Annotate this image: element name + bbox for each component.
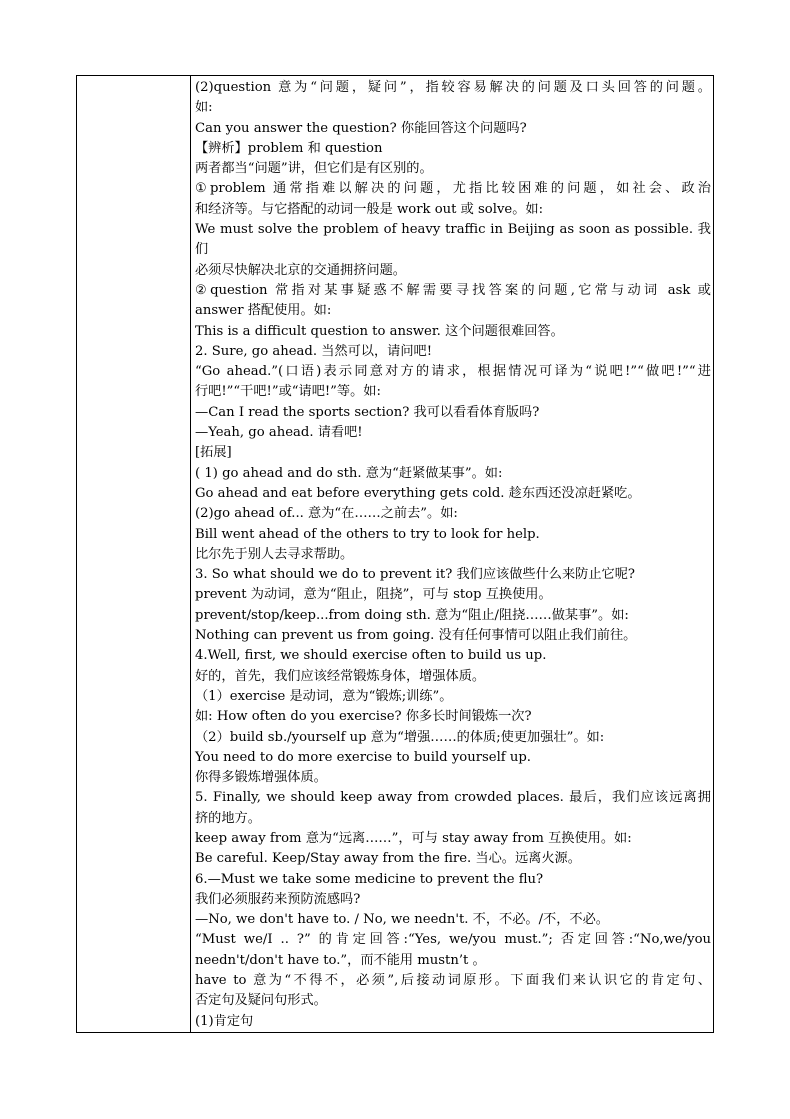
text-line: Bill went ahead of the others to try to look for help.	[195, 526, 540, 542]
text-line: —No, we don't have to. / No, we needn't. 不，不必。/不，不必。	[195, 912, 609, 928]
text-line: 你得多锻炼增强体质。	[195, 770, 327, 786]
text-line: [拓展]	[195, 445, 232, 461]
text-line: answer 搭配使用。如:	[195, 303, 332, 319]
text-line: 行吧!”“干吧!”或“请吧!”等。如:	[195, 384, 381, 400]
text-line: 如: How often do you exercise? 你多长时间锻炼一次?	[195, 709, 532, 725]
left-column-cell	[77, 76, 191, 1032]
text-line: (2)go ahead of... 意为“在……之前去”。如:	[195, 506, 458, 522]
text-line: You need to do more exercise to build yourself up.	[195, 749, 531, 765]
text-line: prevent/stop/keep...from doing sth. 意为“阻止/阻挠……做某事”。如:	[195, 607, 629, 623]
text-line: Nothing can prevent us from going. 没有任何事情可以阻止我们前往。	[195, 628, 637, 644]
text-line: 6.—Must we take some medicine to prevent the flu?	[195, 871, 544, 887]
text-line: —Yeah, go ahead. 请看吧!	[195, 425, 363, 441]
text-line: We must solve the problem of heavy traffic in Beijing as soon as possible. 我们	[195, 222, 711, 258]
text-line: 3. So what should we do to prevent it? 我们应该做些什么来防止它呢?	[195, 567, 635, 583]
text-line: This is a difficult question to answer. 这个问题很难回答。	[195, 323, 564, 339]
text-line: 比尔先于别人去寻求帮助。	[195, 546, 354, 562]
text-line: have to 意为“不得不，必须”,后接动词原形。下面我们来认识它的肯定句、	[195, 973, 711, 989]
text-line: 必须尽快解决北京的交通拥挤问题。	[195, 262, 406, 278]
text-line: “Must we/I .. ?” 的肯定回答:“Yes, we/you must.”; 否定回答:“No,we/you	[195, 932, 711, 948]
text-line: 挤的地方。	[195, 810, 261, 826]
text-line: ②question 常指对某事疑惑不解需要寻找答案的问题,它常与动词 ask 或	[195, 282, 711, 298]
text-line: —Can I read the sports section? 我可以看看体育版吗?	[195, 404, 540, 420]
text-line: (1)肯定句	[195, 1013, 254, 1029]
text-line: Can you answer the question? 你能回答这个问题吗?	[195, 120, 527, 136]
content-cell	[195, 78, 711, 1032]
text-line: 2. Sure, go ahead. 当然可以，请问吧!	[195, 343, 433, 359]
text-line: Be careful. Keep/Stay away from the fire. 当心。远离火源。	[195, 851, 581, 867]
text-line: 否定句及疑问句形式。	[195, 993, 327, 1009]
text-line: Go ahead and eat before everything gets cold. 趁东西还没凉赶紧吃。	[195, 485, 641, 501]
text-line: 我们必须服药来预防流感吗?	[195, 891, 361, 907]
text-line: ( 1) go ahead and do sth. 意为“赶紧做某事”。如:	[195, 465, 503, 481]
text-line: 如:	[195, 100, 213, 116]
text-line: prevent 为动词，意为“阻止，阻挠”，可与 stop 互换使用。	[195, 587, 552, 603]
text-line: 【辨析】problem 和 question	[195, 140, 383, 156]
document-table	[76, 75, 714, 1033]
text-line: 5. Finally, we should keep away from crowded places. 最后，我们应该远离拥	[195, 790, 711, 806]
text-line: 4.Well, first, we should exercise often to build us up.	[195, 648, 547, 664]
text-line: keep away from 意为“远离……”，可与 stay away from 互换使用。如:	[195, 830, 632, 846]
text-line: “Go ahead.”(口语)表示同意对方的请求，根据情况可译为“说吧!”“做吧!”“进	[195, 364, 711, 380]
text-line: ①problem 通常指难以解决的问题，尤指比较困难的问题，如社会、政治	[195, 181, 711, 197]
text-line: 好的，首先，我们应该经常锻炼身体，增强体质。	[195, 668, 486, 684]
text-line: 两者都当“问题”讲，但它们是有区别的。	[195, 161, 433, 177]
text-line: （1）exercise 是动词，意为“锻炼;训练”。	[195, 688, 453, 704]
text-line: (2)question 意为“问题，疑问”，指较容易解决的问题及口头回答的问题。	[195, 80, 711, 95]
text-line: （2）build sb./yourself up 意为“增强……的体质;使更加强壮”。如:	[195, 729, 605, 745]
text-line: 和经济等。与它搭配的动词一般是 work out 或 solve。如:	[195, 201, 544, 217]
text-line: needn't/don't have to.”，而不能用 mustn’t 。	[195, 952, 486, 968]
